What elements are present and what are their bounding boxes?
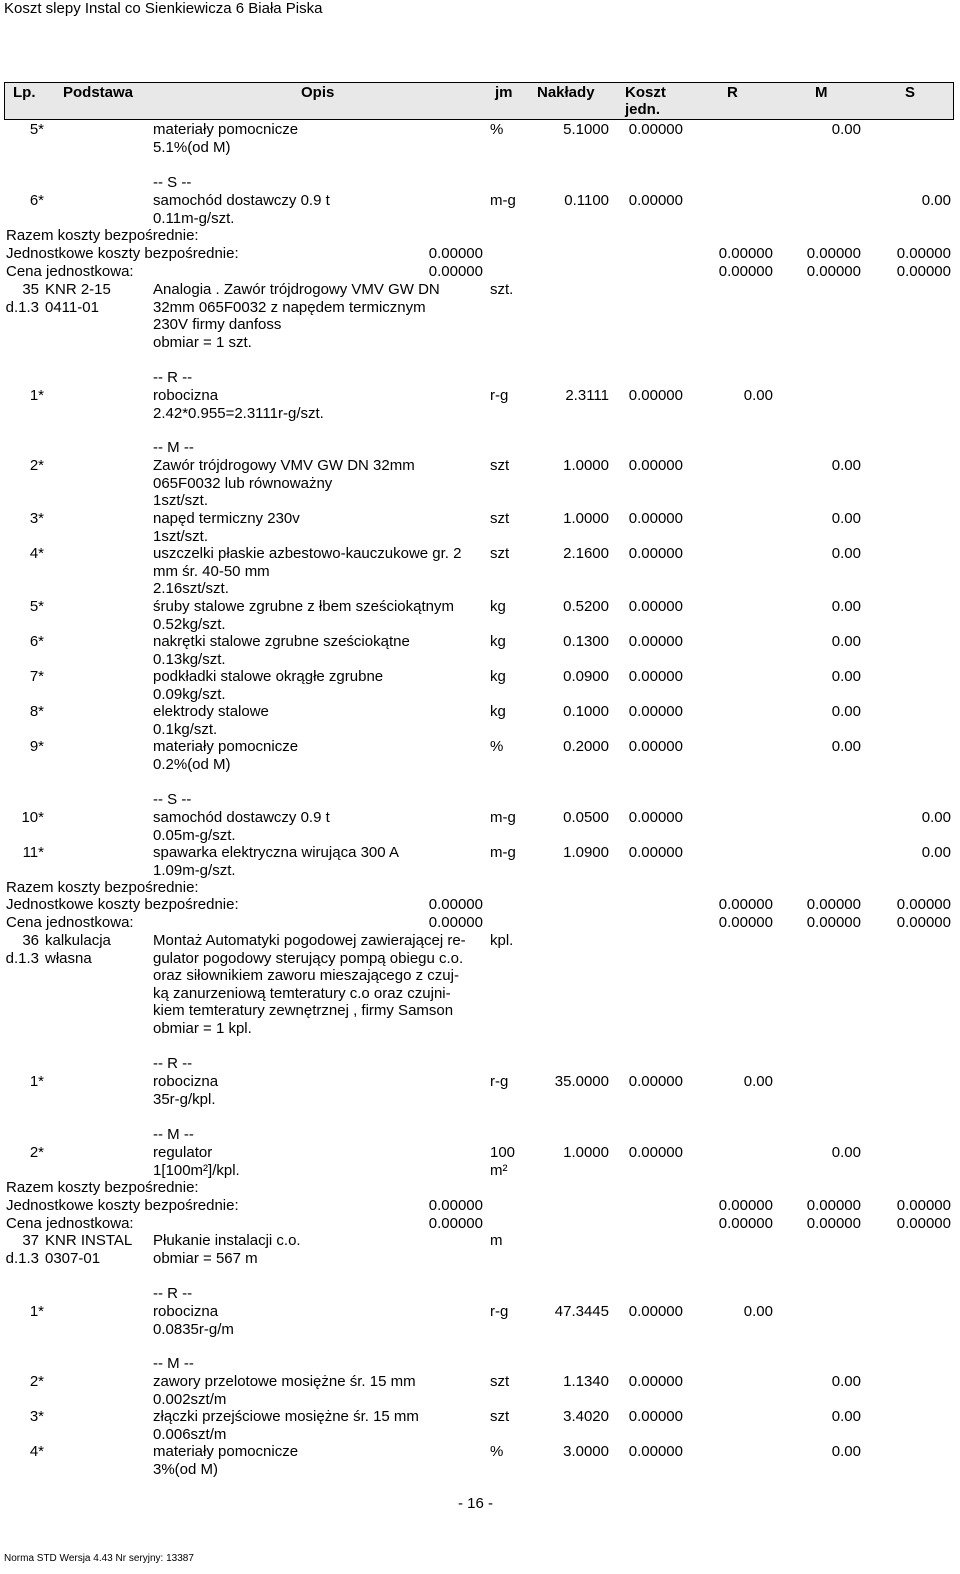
item-basis: 0411-01 [45, 298, 99, 316]
value-m: 0.00000 [806, 896, 861, 913]
item-unit: szt. [490, 281, 514, 298]
item-unit-cost: 0.00000 [628, 510, 683, 527]
item-unit: r-g [490, 1073, 509, 1090]
item-quantity: 1.0000 [563, 1144, 609, 1161]
summary-value: 0.00000 [428, 1197, 483, 1214]
item-unit: szt [490, 1373, 510, 1390]
item-description: 0.52kg/szt. [153, 615, 226, 633]
item-description: 35r-g/kpl. [153, 1090, 216, 1108]
item-number: 8* [29, 703, 44, 720]
item-description: 32mm 065F0032 z napędem termicznym [153, 298, 426, 316]
item-unit: % [490, 121, 504, 138]
item-description: robocizna [153, 1303, 219, 1320]
summary-value: 0.00000 [428, 1215, 483, 1232]
item-quantity: 5.1000 [563, 121, 609, 138]
item-description: 1szt/szt. [153, 527, 209, 545]
row-label: Razem koszty bezpośrednie: [6, 227, 199, 244]
item-unit-cost: 0.00000 [628, 1373, 683, 1390]
item-description: 0.13kg/szt. [153, 650, 226, 668]
header-r: R [727, 84, 738, 101]
item-quantity: 1.0900 [563, 844, 609, 861]
item-quantity: 35.0000 [554, 1073, 609, 1090]
value-s: 0.00000 [896, 263, 951, 280]
value-r: 0.00000 [718, 896, 773, 913]
item-description: materiały pomocnicze [153, 1443, 299, 1460]
item-quantity: 0.0500 [563, 809, 609, 826]
item-description: materiały pomocnicze [153, 738, 299, 755]
item-description: obmiar = 567 m [153, 1249, 258, 1267]
item-description: obmiar = 1 kpl. [153, 1020, 252, 1037]
item-unit-cost: 0.00000 [628, 387, 683, 404]
value-s: 0.00 [921, 809, 951, 826]
value-m: 0.00 [831, 668, 861, 685]
value-s: 0.00000 [896, 914, 951, 931]
item-unit-cost: 0.00000 [628, 633, 683, 650]
item-number: 10* [21, 809, 44, 826]
item-quantity: 0.1300 [563, 633, 609, 650]
item-unit: szt [490, 457, 510, 474]
item-unit-cost: 0.00000 [628, 1073, 683, 1090]
item-description: 0.11m-g/szt. [153, 209, 235, 227]
item-unit: % [490, 738, 504, 755]
value-s: 0.00 [921, 192, 951, 209]
value-r: 0.00 [743, 1073, 773, 1090]
item-description: 065F0032 lub równoważny [153, 474, 333, 492]
item-description: napęd termiczny 230v [153, 510, 300, 527]
value-s: 0.00000 [896, 245, 951, 262]
item-description: ką zanurzeniową temteratury c.o oraz czujni- [153, 984, 451, 1002]
item-unit-cost: 0.00000 [628, 703, 683, 720]
table-header [4, 82, 954, 120]
value-m: 0.00 [831, 545, 861, 562]
header-m: M [815, 84, 828, 101]
item-description: materiały pomocnicze [153, 121, 299, 138]
item-quantity: 1.0000 [563, 457, 609, 474]
item-unit-cost: 0.00000 [628, 738, 683, 755]
item-number: 1* [29, 387, 44, 404]
item-description: -- M -- [153, 1126, 194, 1143]
item-quantity: 0.0900 [563, 668, 609, 685]
item-number: 4* [29, 545, 44, 562]
item-unit-cost: 0.00000 [628, 121, 683, 138]
item-unit: kg [490, 633, 506, 650]
item-number: 35 [22, 281, 39, 298]
item-number: 4* [29, 1443, 44, 1460]
item-description: oraz siłownikiem zaworu mieszającego z czuj- [153, 967, 459, 985]
value-m: 0.00000 [806, 263, 861, 280]
item-description: -- S -- [153, 791, 192, 808]
value-r: 0.00000 [718, 914, 773, 931]
value-m: 0.00000 [806, 245, 861, 262]
item-unit-cost: 0.00000 [628, 1303, 683, 1320]
item-number: 5* [29, 121, 44, 138]
item-number: 3* [29, 1408, 44, 1425]
item-number: 11* [22, 844, 44, 861]
row-label: Jednostkowe koszty bezpośrednie: [6, 1197, 239, 1214]
value-m: 0.00 [831, 1373, 861, 1390]
item-description: 0.006szt/m [153, 1425, 227, 1443]
item-number: 6* [29, 633, 44, 650]
item-unit-cost: 0.00000 [628, 457, 683, 474]
row-label: Cena jednostkowa: [6, 263, 134, 280]
item-quantity: 1.1340 [563, 1373, 609, 1390]
row-label: Jednostkowe koszty bezpośrednie: [6, 896, 239, 913]
item-unit: % [490, 1443, 504, 1460]
item-number: 2* [29, 1373, 44, 1390]
item-unit-cost: 0.00000 [628, 545, 683, 562]
header-lp: Lp. [13, 84, 36, 101]
footer-note: Norma STD Wersja 4.43 Nr seryjny: 13387 [4, 1553, 194, 1564]
item-description: -- R -- [153, 1285, 193, 1302]
item-unit: m-g [490, 844, 516, 861]
item-description: zawory przelotowe mosiężne śr. 15 mm [153, 1373, 416, 1390]
item-basis: 0307-01 [45, 1249, 101, 1267]
item-unit-cost: 0.00000 [628, 1443, 683, 1460]
header-naklady: Nakłady [537, 84, 595, 101]
value-r: 0.00 [743, 1303, 773, 1320]
summary-value: 0.00000 [428, 263, 483, 280]
item-description: 0.09kg/szt. [153, 685, 226, 703]
item-quantity: 47.3445 [554, 1303, 609, 1320]
item-number: 6* [29, 192, 44, 209]
item-quantity: 1.0000 [563, 510, 609, 527]
item-number: 37 [22, 1232, 39, 1249]
item-unit: szt [490, 510, 510, 527]
value-m: 0.00 [831, 703, 861, 720]
header-podstawa: Podstawa [63, 84, 134, 101]
item-description: -- S -- [153, 174, 192, 191]
item-description: gulator pogodowy sterujący pompą obiegu c.o. [153, 949, 464, 967]
item-basis: własna [45, 949, 92, 967]
item-unit-sub: m² [490, 1161, 508, 1179]
header-opis: Opis [301, 84, 335, 101]
item-number: 1* [29, 1073, 44, 1090]
item-number: 2* [29, 457, 44, 474]
item-description: samochód dostawczy 0.9 t [153, 192, 330, 209]
item-basis: KNR 2-15 [45, 281, 111, 298]
item-description: -- R -- [153, 369, 193, 386]
item-unit: kpl. [490, 932, 514, 949]
item-unit: szt [490, 1408, 510, 1425]
value-m: 0.00 [831, 510, 861, 527]
item-unit: szt [490, 545, 510, 562]
item-quantity: 0.1000 [563, 703, 609, 720]
value-m: 0.00 [831, 121, 861, 138]
item-description: 0.2%(od M) [153, 755, 231, 773]
value-m: 0.00000 [806, 1197, 861, 1214]
item-number: 9* [29, 738, 44, 755]
header-s: S [905, 84, 916, 101]
item-basis: kalkulacja [45, 932, 111, 949]
item-unit-cost: 0.00000 [628, 1408, 683, 1425]
item-description: 0.05m-g/szt. [153, 826, 236, 844]
item-description: kiem temteratury zewnętrznej , firmy Samson [153, 1002, 454, 1020]
item-unit-cost: 0.00000 [628, 844, 683, 861]
value-r: 0.00000 [718, 1197, 773, 1214]
item-unit: kg [490, 598, 506, 615]
item-description: 1.09m-g/szt. [153, 861, 236, 879]
item-unit-cost: 0.00000 [628, 598, 683, 615]
item-description: uszczelki płaskie azbestowo-kauczukowe gr. 2 [153, 545, 462, 562]
value-r: 0.00000 [718, 263, 773, 280]
item-description: podkładki stalowe okrągłe zgrubne [153, 668, 384, 685]
header-koszt: Koszt [625, 84, 666, 101]
item-description: regulator [153, 1144, 213, 1161]
item-unit: r-g [490, 387, 509, 404]
summary-value: 0.00000 [428, 245, 483, 262]
value-m: 0.00000 [806, 914, 861, 931]
item-quantity: 3.4020 [563, 1408, 609, 1425]
document-title: Koszt slepy Instal co Sienkiewicza 6 Biała Piska [4, 0, 323, 17]
item-unit: m [490, 1232, 503, 1249]
summary-value: 0.00000 [428, 896, 483, 913]
item-quantity: 0.1100 [564, 192, 609, 209]
item-unit: kg [490, 703, 506, 720]
item-quantity: 0.2000 [563, 738, 609, 755]
value-s: 0.00000 [896, 1197, 951, 1214]
item-description: 230V firmy danfoss [153, 316, 282, 334]
item-unit: 100 [490, 1144, 516, 1161]
item-unit: m-g [490, 192, 516, 209]
summary-value: 0.00000 [428, 914, 483, 931]
page-number: - 16 - [458, 1495, 494, 1512]
item-description: obmiar = 1 szt. [153, 333, 252, 351]
header-koszt-jedn: jedn. [625, 101, 661, 118]
row-label: Cena jednostkowa: [6, 1215, 134, 1232]
item-description: 0.0835r-g/m [153, 1320, 234, 1338]
item-unit-cost: 0.00000 [628, 668, 683, 685]
header-jm: jm [495, 84, 513, 101]
row-label: Razem koszty bezpośrednie: [6, 1179, 199, 1196]
item-description: Analogia . Zawór trójdrogowy VMV GW DN [153, 281, 440, 298]
item-unit-cost: 0.00000 [628, 192, 683, 209]
item-description: -- M -- [153, 439, 194, 456]
item-basis: KNR INSTAL [45, 1232, 133, 1249]
item-description: spawarka elektryczna wirująca 300 A [153, 844, 399, 861]
item-description: 1szt/szt. [153, 492, 209, 510]
value-m: 0.00 [831, 457, 861, 474]
item-description: 5.1%(od M) [153, 138, 231, 156]
item-unit: m-g [490, 809, 516, 826]
item-description: śruby stalowe zgrubne z łbem sześciokątnym [153, 598, 454, 615]
item-number: 3* [29, 510, 44, 527]
item-description: 0.1kg/szt. [153, 720, 218, 738]
item-number: 1* [29, 1303, 44, 1320]
value-m: 0.00000 [806, 1215, 861, 1232]
item-unit: kg [490, 668, 506, 685]
item-description: robocizna [153, 1073, 219, 1090]
value-m: 0.00 [831, 598, 861, 615]
value-m: 0.00 [831, 1144, 861, 1161]
item-description: Montaż Automatyki pogodowej zawierającej re- [153, 932, 466, 949]
item-description: -- R -- [153, 1055, 193, 1072]
item-number: 5* [29, 598, 44, 615]
item-description: 1[100m²]/kpl. [153, 1161, 240, 1179]
item-number: 2* [29, 1144, 44, 1161]
item-description: -- M -- [153, 1355, 194, 1372]
value-s: 0.00000 [896, 1215, 951, 1232]
item-quantity: 3.0000 [563, 1443, 609, 1460]
value-m: 0.00 [831, 1443, 861, 1460]
value-r: 0.00 [743, 387, 773, 404]
item-number: 7* [29, 668, 44, 685]
value-r: 0.00000 [718, 1215, 773, 1232]
item-description: Płukanie instalacji c.o. [153, 1232, 301, 1249]
item-description: robocizna [153, 387, 219, 404]
value-r: 0.00000 [718, 245, 773, 262]
item-description: mm śr. 40-50 mm [153, 562, 270, 580]
item-number-sub: d.1.3 [5, 298, 39, 316]
item-number: 36 [22, 932, 39, 949]
item-quantity: 2.3111 [565, 387, 609, 404]
item-unit: r-g [490, 1303, 509, 1320]
item-number-sub: d.1.3 [5, 949, 39, 967]
item-description: 2.42*0.955=2.3111r-g/szt. [153, 404, 324, 422]
row-label: Cena jednostkowa: [6, 914, 134, 931]
item-description: 3%(od M) [153, 1460, 219, 1478]
value-m: 0.00 [831, 1408, 861, 1425]
item-description: elektrody stalowe [153, 703, 269, 720]
item-quantity: 2.1600 [563, 545, 609, 562]
item-quantity: 0.5200 [563, 598, 609, 615]
item-description: 0.002szt/m [153, 1390, 227, 1408]
item-description: nakrętki stalowe zgrubne sześciokątne [153, 633, 410, 650]
item-unit-cost: 0.00000 [628, 1144, 683, 1161]
value-m: 0.00 [831, 738, 861, 755]
value-m: 0.00 [831, 633, 861, 650]
item-description: 2.16szt/szt. [153, 580, 229, 598]
item-number-sub: d.1.3 [5, 1249, 39, 1267]
value-s: 0.00000 [896, 896, 951, 913]
row-label: Jednostkowe koszty bezpośrednie: [6, 245, 239, 262]
item-description: Zawór trójdrogowy VMV GW DN 32mm [153, 457, 415, 474]
item-unit-cost: 0.00000 [628, 809, 683, 826]
item-description: samochód dostawczy 0.9 t [153, 809, 330, 826]
value-s: 0.00 [921, 844, 951, 861]
row-label: Razem koszty bezpośrednie: [6, 879, 199, 896]
item-description: złączki przejściowe mosiężne śr. 15 mm [153, 1408, 419, 1425]
